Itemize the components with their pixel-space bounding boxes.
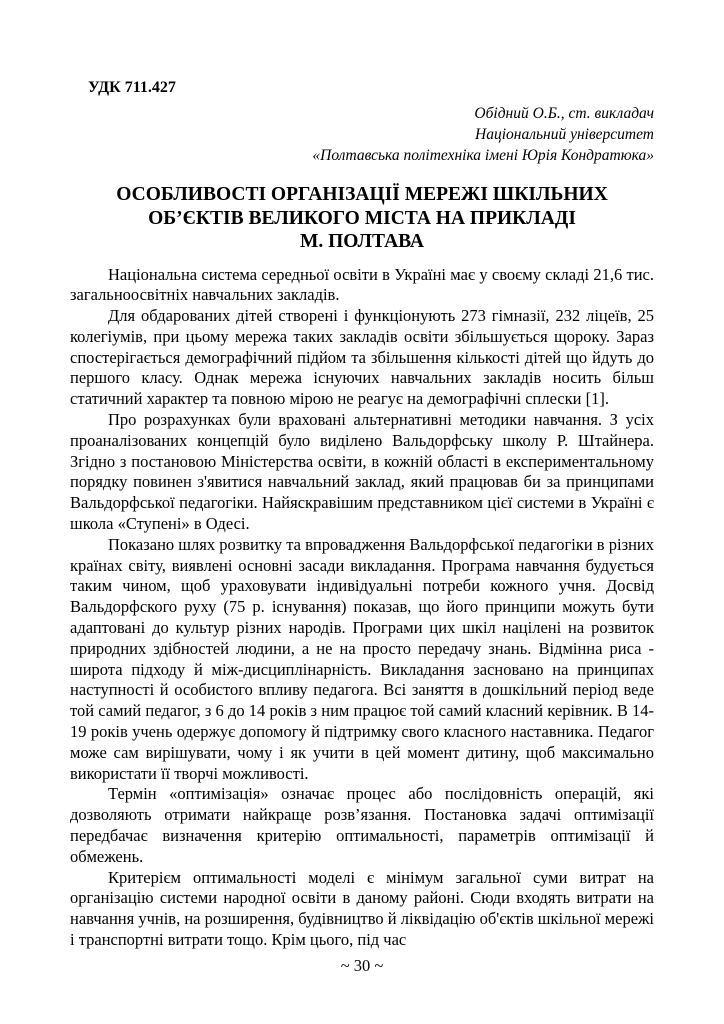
article-body: [70, 265, 654, 951]
paragraph: Показано шлях розвитку та впровадження Вальдорфської педагогіки в різних країнах світу, виявлені основні засади викладання. Програма навчання будується таким чином, щоб ураховувати індивідуальні потреби кожного учня. Досвід Вальдорфского руху (75 р. існування) показав, що його принципи можуть бути адаптовані до культур різних народів. Програми цих шкіл націлені на розвиток природних здібностей людини, а не на просто передачу знань. Відмінна риса - широта підходу й між-дисциплінарність. Викладання засновано на принципах наступності й особистого впливу педагога. Всі заняття в дошкільний період веде той самий педагог, з 6 до 14 років з ним працює той самий класний керівник. В 14-19 років учень одержує допомогу й підтримку свого класного наставника. Педагог може сам вирішувати, чому і як учити в цей момент дитину, щоб максимально використати її творчі можливості.: [70, 534, 654, 783]
article-title-line-3: М. ПОЛТАВА: [299, 231, 425, 252]
paragraph: Національна система середньої освіти в Україні має у своєму складі 21,6 тис. загальноосвітніх навчальних закладів.: [70, 264, 654, 305]
article-title-line-2: ОБ’ЄКТІВ ВЕЛИКОГО МІСТА НА ПРИКЛАДІ: [148, 207, 576, 229]
article-title: [70, 183, 654, 254]
author-block: [70, 103, 654, 166]
article-title-line-1: ОСОБЛИВОСТІ ОРГАНІЗАЦІЇ МЕРЕЖІ ШКІЛЬНИХ: [116, 184, 608, 205]
author-university: «Полтавська політехніка імені Юрія Кондратюка»: [312, 147, 654, 164]
paragraph: Для обдарованих дітей створені і функціонують 273 гімназії, 232 ліцеїв, 25 колегіумів, при цьому мережа таких закладів освіти збільшується щороку. Зараз спостерігається демографічний підйом та збільшення кількості дітей що йдуть до першого класу. Однак мережа існуючих навчальних закладів носить більш статичний характер та повною мірою не реагує на демографічні сплески [1].: [70, 306, 654, 409]
paragraph: Критерієм оптимальності моделі є мінімум загальної суми витрат на організацію системи народної освіти в даному районі. Сюди входять витрати на навчання учнів, на розширення, будівництво й ліквідацію об'єктів шкільної мережі і транспортні витрати тощо. Крім цього, під час: [70, 867, 654, 949]
paragraph: Термін «оптимізація» означає процес або послідовність операцій, які дозволяють отримати найкраще розв’язання. Постановка задачі оптимізації передбачає визначення критерію оптимальності, параметрів оптимізації й обмежень.: [70, 784, 654, 866]
paragraph: Про розрахунках були враховані альтернативні методики навчання. З усіх проаналізованих концепцій було виділено Вальдорфську школу Р. Штайнера. Згідно з постановою Міністерства освіти, в кожній області в експериментальному порядку повинен з'явитися навчальний заклад, який працював би за принципами Вальдорфської педагогіки. Найяскравішим представником цієї системи в Україні є школа «Ступені» в Одесі.: [70, 410, 654, 534]
page-number: ~ 30 ~: [340, 956, 384, 975]
author-name: Обідний О.Б., ст. викладач: [474, 105, 654, 122]
author-affiliation: Національний університет: [475, 126, 654, 143]
udk-code: УДК 711.427: [88, 79, 176, 96]
